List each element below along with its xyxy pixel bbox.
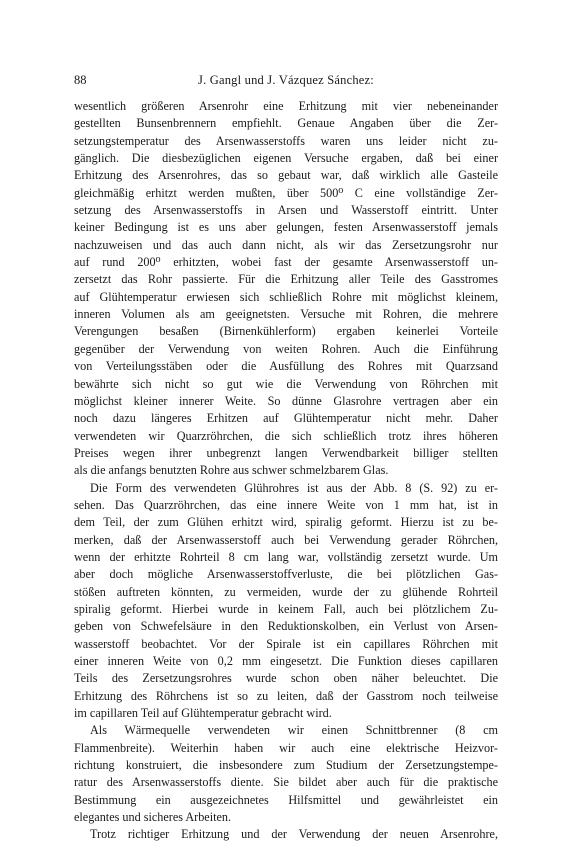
text-line: spiralig geformt. Hierbei wurde in keinem Fall, auch bei plötzlichem Zu- (74, 601, 498, 616)
text-line: bewährte sich nicht so gut wie die Verwendung von Röhrchen mit (74, 376, 498, 391)
text-line: Preises wegen ihrer unbegrenzt langen Verwendbarkeit billiger stellten (74, 445, 498, 460)
running-title: J. Gangl und J. Vázquez Sánchez: (198, 73, 374, 87)
text-line: Flammenbreite). Weiterhin haben wir auch eine elektrische Heizvor- (74, 740, 498, 755)
text-line: ratur des Arsenwasserstoffs diente. Sie bildet aber auch für die praktische (74, 775, 498, 790)
text-line: auf Glühtemperatur erwiesen sich schließlich Rohre mit möglichst kleinem, (74, 289, 498, 304)
text-line: dem Teil, der zum Glühen erhitzt wird, spiralig geformt. Hierzu ist zu be- (74, 515, 498, 530)
text-line: Die Form des verwendeten Glührohres ist aus der Abb. 8 (S. 92) zu er- (90, 480, 498, 495)
text-line: wasserstoff beobachtet. Vor der Spirale ist ein capillares Röhrchen mit (74, 636, 498, 651)
text-line: elegantes und sicheres Arbeiten. (74, 810, 232, 825)
text-line: gegenüber der Verwendung von weiten Rohren. Auch die Einführung (74, 341, 498, 356)
text-line: Trotz richtiger Erhitzung und der Verwendung der neuen Arsenrohre, (90, 827, 498, 842)
text-line: setzungstemperatur des Arsenwasserstoffs waren uns leider nicht zu- (74, 133, 498, 148)
text-line: Teils des Zersetzungsrohres wurde schon oben näher beleuchtet. Die (74, 671, 498, 686)
page-header (74, 72, 498, 88)
text-line: nachzuweisen und das auch dann nicht, als wir das Zersetzungsrohr nur (74, 237, 498, 252)
text-line: richtung konstruiert, die insbesondere zum Studium der Zersetzungstempe- (74, 758, 498, 773)
text-line: gestellten Bunsenbrennern empfiehlt. Genaue Angaben über die Zer- (74, 116, 498, 131)
text-line: gleichmäßig erhitzt werden mußten, über 500⁰ C eine vollständige Zer- (74, 185, 498, 200)
text-line: Erhitzung des Arsenrohres, das so gebaut war, daß wirklich alle Gasteile (74, 168, 498, 183)
text-line: im capillaren Teil auf Glühtemperatur gebracht wird. (74, 706, 332, 721)
text-line: sehen. Das Quarzröhrchen, das eine innere Weite von 1 mm hat, ist in (74, 497, 498, 512)
text-line: stößen auftreten könnten, zu vermeiden, wurde der zu glühende Rohrteil (74, 584, 498, 599)
text-line: keiner Bedingung ist es uns aber gelungen, festen Arsenwasserstoff jemals (74, 220, 498, 235)
text-line: noch dazu längeres Erhitzen auf Glühtemperatur nicht mehr. Daher (74, 411, 498, 426)
text-line: Verengungen besaßen (Birnenkühlerform) ergaben keinerlei Vorteile (74, 324, 498, 339)
text-line: inneren Volumen als am geeignetsten. Versuche mit Rohren, die mehrere (74, 307, 498, 322)
text-line: zersetzt das Rohr passierte. Für die Erhitzung aller Teile des Gasstromes (74, 272, 498, 287)
text-line: als die anfangs benutzten Rohre aus schwer schmelzbarem Glas. (74, 463, 389, 478)
body-text (74, 98, 498, 844)
text-line: wesentlich größeren Arsenrohr eine Erhitzung mit vier nebeneinander (74, 99, 498, 113)
text-line: aber doch mögliche Arsenwasserstoffverluste, die bei plötzlichen Gas- (74, 567, 498, 582)
text-line: geben von Schwefelsäure in den Reduktionskolben, ein Verlust von Arsen- (74, 619, 498, 634)
text-line: wenn der erhitzte Rohrteil 8 cm lang war, vollständig zersetzt wurde. Um (74, 549, 498, 564)
text-line: einer inneren Weite von 0,2 mm eingesetzt. Die Funktion dieses capillaren (74, 654, 498, 668)
text-line: gänglich. Die diesbezüglichen eigenen Versuche ergaben, daß bei einer (74, 151, 498, 166)
text-line: setzung des Arsenwasserstoffs in Arsen und Wasserstoff eintritt. Unter (74, 203, 498, 218)
page-number: 88 (74, 73, 87, 87)
text-line: von Verteilungsstäben oder die Ausfüllung des Rohres mit Quarzsand (74, 359, 498, 374)
text-line: merken, daß der Arsenwasserstoff auch bei Verwendung gerader Röhrchen, (74, 532, 498, 547)
text-line: Bestimmung ein ausgezeichnetes Hilfsmittel und gewährleistet ein (74, 792, 498, 807)
text-line: möglichst kleiner innerer Weite. So dünne Glasrohre vertragen aber ein (74, 393, 498, 408)
text-line: auf rund 200⁰ erhitzten, wobei fast der gesamte Arsenwasserstoff un- (74, 255, 498, 270)
text-line: verwendeten wir Quarzröhrchen, die sich schließlich trotz ihres höheren (74, 428, 498, 443)
text-line: Als Wärmequelle verwendeten wir einen Schnittbrenner (8 cm (90, 723, 498, 738)
text-line: Erhitzung des Röhrchens ist so zu leiten, daß der Gasstrom noch teilweise (74, 688, 498, 703)
